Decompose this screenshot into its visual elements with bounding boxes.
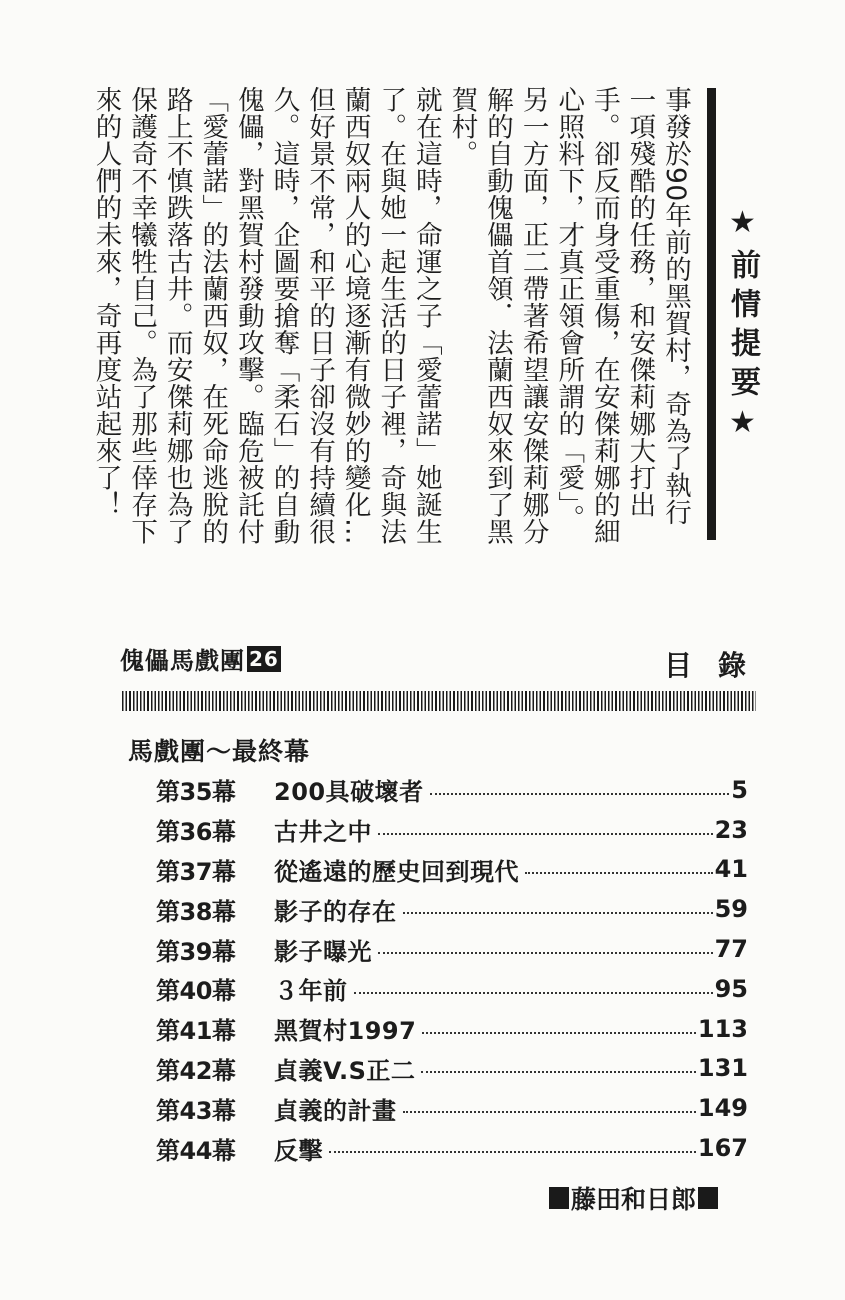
chapter-row[interactable] (156, 929, 748, 969)
chapter-page: 113 (697, 1014, 748, 1043)
synopsis-divider-bar (707, 88, 716, 540)
chapter-number: 第40幕 (156, 977, 236, 1006)
chapter-number: 第41幕 (156, 1017, 236, 1046)
chapter-row[interactable] (156, 850, 748, 890)
author-name: 藤田和日郎 (571, 1185, 697, 1214)
volume-badge: 26 (249, 646, 279, 671)
dot-leader (422, 1030, 696, 1034)
chapter-number: 第37幕 (156, 857, 236, 886)
chapter-row[interactable] (156, 770, 748, 810)
chapter-title: 反擊 (274, 1136, 323, 1165)
dot-leader (403, 910, 713, 914)
chapter-title: ３年前 (274, 977, 348, 1006)
section-title: 馬戲團～最終幕 (128, 737, 311, 766)
synopsis-paragraph: 但好景不常，和平的日子卻沒有持續很久。這時，企圖要搶奪「柔石」的自動傀儡，對黑賀村發動攻擊。臨危被託付「愛蕾諾」的法蘭西奴，在死命逃脫的路上不慎跌落古井。而安傑莉娜也為了保護奇不幸犧牲自己。為了那些倖存下來的人們的未來，奇再度站起來了！ (90, 86, 336, 545)
chapter-title: 影子的存在 (274, 897, 397, 926)
author-square-left (549, 1187, 569, 1209)
dot-leader (403, 1109, 696, 1113)
chapter-row[interactable] (156, 1088, 748, 1128)
chapter-number: 第44幕 (156, 1136, 236, 1165)
synopsis-heading: ★前情提要★ (725, 205, 760, 449)
dot-leader (354, 990, 713, 994)
dot-leader (430, 791, 730, 795)
book-title-text: 傀儡馬戲團 (120, 647, 245, 675)
chapter-row[interactable] (156, 810, 748, 850)
chapter-page: 149 (697, 1094, 748, 1123)
chapter-page: 167 (697, 1134, 748, 1163)
chapter-title: 貞義的計畫 (274, 1096, 397, 1125)
chapter-row[interactable] (156, 969, 748, 1009)
chapter-number: 第36幕 (156, 818, 236, 847)
chapter-number: 第42幕 (156, 1056, 236, 1085)
book-title (120, 641, 281, 676)
dot-leader (378, 950, 713, 954)
chapter-number: 第43幕 (156, 1096, 236, 1125)
chapter-row[interactable] (156, 1128, 748, 1168)
chapter-title: 200具破壞者 (274, 778, 424, 807)
chapter-page: 77 (714, 935, 748, 964)
synopsis-paragraph: 就在這時，命運之子「愛蕾諾」她誕生了。在與她一起生活的日子裡，奇與法蘭西奴兩人的心境逐漸有微妙的變化… (339, 86, 442, 545)
chapter-list (156, 770, 748, 1168)
synopsis-text (88, 86, 693, 546)
chapter-page: 23 (714, 815, 748, 844)
synopsis-paragraph: 另一方面，正二帶著希望讓安傑莉娜分解的自動傀儡首領．法蘭西奴來到了黑賀村。 (446, 86, 549, 545)
chapter-row[interactable] (156, 1049, 748, 1089)
author-credit (549, 1180, 718, 1216)
synopsis-paragraph: 事發於90年前的黑賀村，奇為了執行一項殘酷的任務，和安傑莉娜大打出手。卻反而身受重傷，在安傑莉娜的細心照料下，才真正領會所謂的「愛」。 (553, 86, 691, 545)
chapter-number: 第38幕 (156, 897, 236, 926)
dot-leader (421, 1069, 696, 1073)
chapter-title: 黑賀村1997 (274, 1017, 417, 1046)
author-square-right (698, 1187, 718, 1209)
chapter-page: 5 (731, 775, 748, 804)
chapter-page: 95 (714, 974, 748, 1003)
chapter-title: 影子曝光 (274, 937, 372, 966)
chapter-title: 古井之中 (274, 818, 372, 847)
dot-leader (378, 831, 713, 835)
hatch-divider (122, 691, 756, 711)
chapter-row[interactable] (156, 1009, 748, 1049)
dot-leader (525, 870, 713, 874)
chapter-title: 從遙遠的歷史回到現代 (274, 857, 519, 886)
toc-label: 目錄 (664, 649, 773, 682)
dot-leader (329, 1149, 696, 1153)
chapter-page: 131 (697, 1054, 748, 1083)
chapter-page: 59 (714, 895, 748, 924)
chapter-number: 第39幕 (156, 937, 236, 966)
chapter-number: 第35幕 (156, 778, 236, 807)
chapter-row[interactable] (156, 889, 748, 929)
chapter-title: 貞義V.S正二 (274, 1056, 416, 1085)
chapter-page: 41 (714, 855, 748, 884)
